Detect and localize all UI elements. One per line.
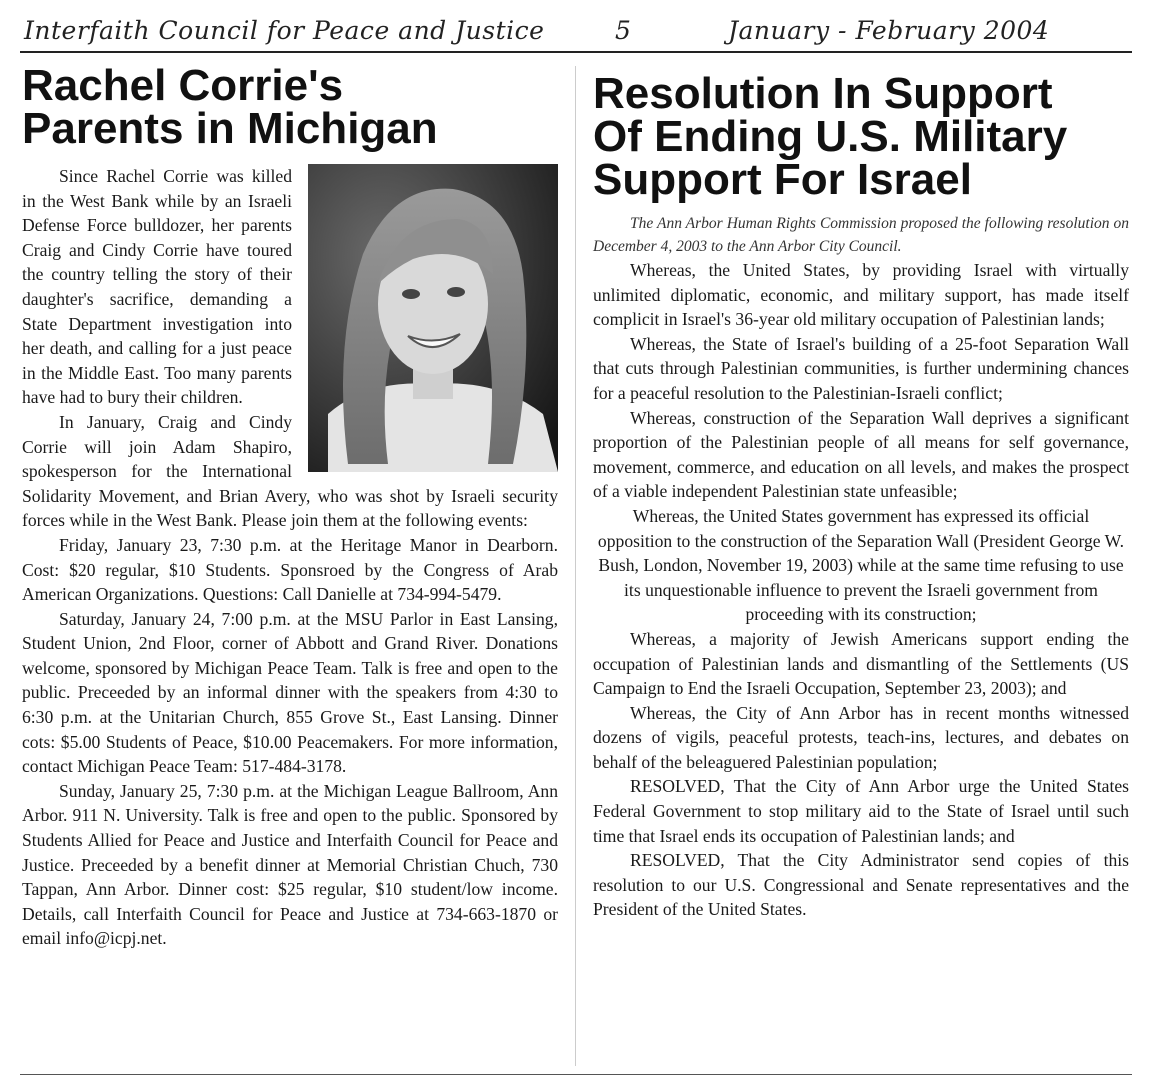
rachel-corrie-photo [308,164,558,472]
resolution-intro: The Ann Arbor Human Rights Commission proposed the following resolution on December 4, 2003 to the Ann Arbor City Council. [593,215,1129,255]
footer-divider [20,1074,1132,1075]
article-corrie-title-line2: Parents in Michigan [22,104,438,153]
header-page-number: 5 [615,16,632,45]
whereas-clause: Whereas, the United States government has expressed its official opposition to the construction of the Separation Wall (President George W. Bush, London, November 19, 2003) while at the same time refusing to use its unquestionable influence to prevent the Israeli government from proceeding with its construction; [597,505,1125,625]
portrait-image [308,164,558,472]
header-issue-date: January - February 2004 [728,16,1050,45]
header-divider [20,51,1132,53]
article-resolution [593,69,1129,922]
header-org-name: Interfaith Council for Peace and Justice [24,16,545,45]
resolved-clause: RESOLVED, That the City of Ann Arbor urge the United States Federal Government to stop military aid to the State of Israel until such time that Israel ends its occupation of Palestinian lands; and [593,776,1129,846]
article-corrie-title-line1: Rachel Corrie's [22,61,344,110]
article-corrie-paragraph: In January, Craig and Cindy Corrie will join Adam Shapiro, spokesperson for the International Solidarity Movement, and Brian Avery, who was shot by Israeli security forces while in the West Bank. Please join them at the following events: [22,411,558,531]
article-corrie-paragraph: Since Rachel Corrie was killed in the West Bank while by an Israeli Defense Force bulldozer, her parents Craig and Cindy Corrie have toured the country telling the story of their daughter's sacrifice, demanding a State Department investigation into her death, and calling for a just peace in the Middle East. Too many parents have had to bury their children. [22,166,292,408]
article-resolution-title-line2: Of Ending U.S. Military [593,112,1068,161]
article-resolution-title-line1: Resolution In Support [593,69,1053,118]
event-friday: Friday, January 23, 7:30 p.m. at the Heritage Manor in Dearborn. Cost: $20 regular, $10 Students. Sponsroed by the Congress of Arab American Organizations. Questions: Call Danielle at 734-994-5479. [22,534,558,605]
page-header [22,16,1132,50]
whereas-clause: Whereas, a majority of Jewish Americans support ending the occupation of Palestinian lands and dismantling of the Settlements (US Campaign to End the Israeli Occupation, September 23, 2003); and [593,628,1129,699]
whereas-clause: Whereas, the State of Israel's building of a 25-foot Separation Wall that cuts through Palestinian communities, is further undermining chances for a peaceful resolution to the Palestinian-Israeli conflict; [593,333,1129,403]
article-resolution-body [593,212,1129,922]
article-resolution-title [593,69,1129,204]
article-corrie-title [22,61,558,153]
article-corrie-body [22,164,558,951]
article-resolution-title-line3: Support For Israel [593,155,972,204]
event-saturday: Saturday, January 24, 7:00 p.m. at the MSU Parlor in East Lansing, Student Union, 2nd Floor, corner of Abbott and Grand River. Donations welcome, sponsored by Michigan Peace Team. Talk is free and open to the public. Preceeded by an informal dinner with the speakers from 4:30 to 6:30 p.m. at the Unitarian Church, 855 Grove St., East Lansing. Dinner cots: $5.00 Students of Peace, $10.00 Peacemakers. For more information, contact Michigan Peace Team: 517-484-3178. [22,608,558,777]
event-sunday: Sunday, January 25, 7:30 p.m. at the Michigan League Ballroom, Ann Arbor. 911 N. University. Talk is free and open to the public. Sponsored by Students Allied for Peace and Justice and Interfaith Council for Peace and Justice. Preceeded by a benefit dinner at Memorial Christian Chuch, 730 Tappan, Ann Arbor. Dinner cost: $25 regular, $10 student/low income. Details, call Interfaith Council for Peace and Justice at 734-663-1870 or email info@icpj.net. [22,780,558,949]
column-divider [575,66,576,1066]
resolved-clause: RESOLVED, That the City Administrator send copies of this resolution to our U.S. Congressional and Senate representatives and the President of the United States. [593,850,1129,920]
whereas-clause: Whereas, the City of Ann Arbor has in recent months witnessed dozens of vigils, peaceful protests, teach-ins, lectures, and debates on behalf of the beleaguered Palestinian population; [593,702,1129,772]
article-corrie [22,61,558,951]
whereas-clause: Whereas, construction of the Separation Wall deprives a significant proportion of the Palestinian people of all means for self governance, movement, commerce, and education on all levels, and makes the prospect of a viable independent Palestinian state unfeasible; [593,407,1129,502]
whereas-clause: Whereas, the United States, by providing Israel with virtually unlimited diplomatic, economic, and military support, has made itself complicit in Israel's 36-year old military occupation of Palestinian lands; [593,260,1129,330]
